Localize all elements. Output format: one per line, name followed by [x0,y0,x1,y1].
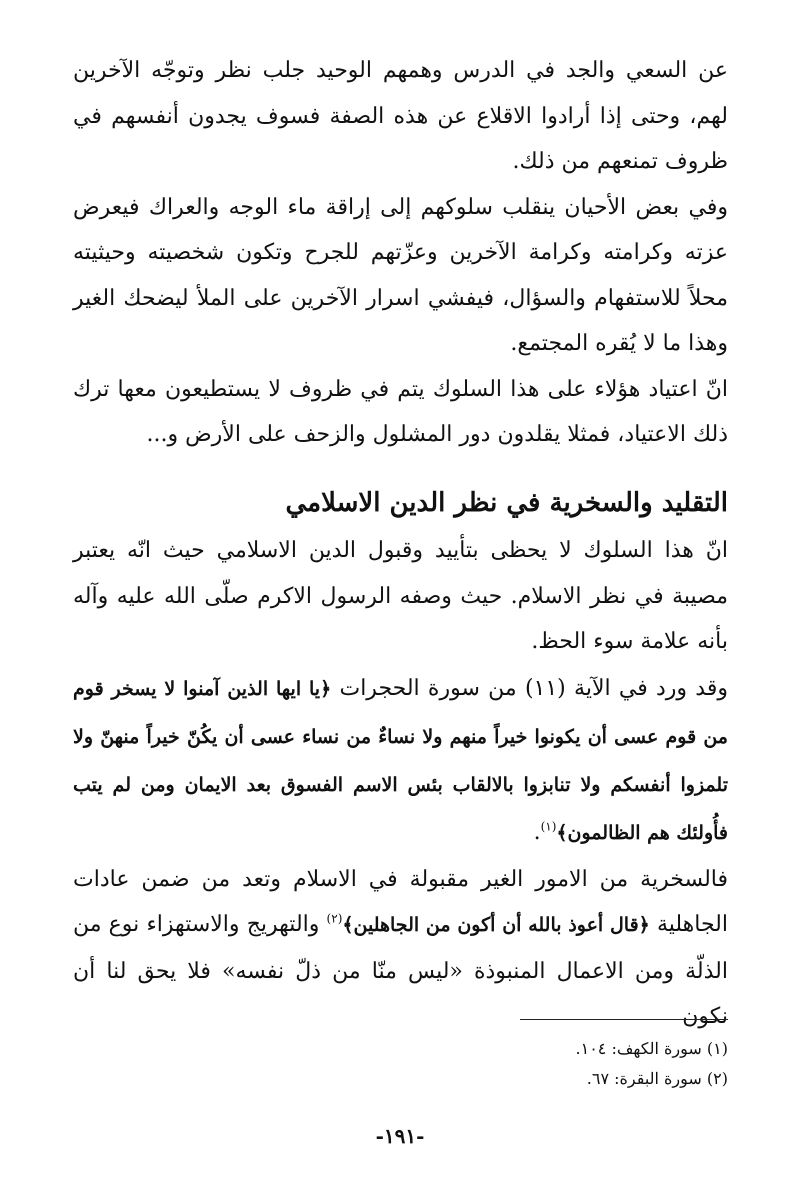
footnote-2: (٢) سورة البقرة: ٦٧. [586,1069,728,1088]
quran-quote-hujurat: ﴿يا ايها الذين آمنوا لا يسخر قوم من قوم عسى أن يكونوا خيراً منهم ولا نساءٌ من نساء عسى أن يكُنّ خيراً منهنّ ولا تلمزوا أنفسكم ولا تنابزوا بالالقاب بئس الاسم الفسوق بعد الايمان ومن لم يتب فأُولئك هم الظالمون﴾ [73,677,728,844]
paragraph-5-end: . [533,819,541,845]
paragraph-6-rest: والتهريج والاستهزاء نوع من الذلّة ومن الاعمال المنبوذة «ليس منّا من ذلّ نفسه» فلا يحق لنا أن نكون [73,912,728,1029]
body-text-bottom [73,528,728,1040]
paragraph-2: وفي بعض الأحيان ينقلب سلوكهم إلى إراقة ماء الوجه والعراك فيعرض عزته وكرامته وكرامة الآخرين وعزّتهم للجرح وتكون شخصيته وحيثيته محلاً للاستفهام والسؤال، فيفشي اسرار الآخرين على الملأ ليضحك الغير وهذا ما لا يُقره المجتمع. [73,194,728,356]
section-heading: التقليد والسخرية في نظر الدين الاسلامي [285,488,728,518]
paragraph-1: عن السعي والجد في الدرس وهمهم الوحيد جلب نظر وتوجّه الآخرين لهم، وحتى إذا أرادوا الاقلاع عن هذه الصفة فسوف يجدون أنفسهم في ظروف تمنعهم من ذلك. [73,58,728,174]
footnote-divider [520,1019,728,1020]
paragraph-3: انّ اعتياد هؤلاء على هذا السلوك يتم في ظروف لا يستطيعون معها ترك ذلك الاعتياد، فمثلا يقلدون دور المشلول والزحف على الأرض و... [73,376,728,447]
paragraph-4: انّ هذا السلوك لا يحظى بتأييد وقبول الدين الاسلامي حيث انّه يعتبر مصيبة في نظر الاسلام. حيث وصفه الرسول الاكرم صلّى الله عليه وآله بأنه علامة سوء الحظ. [73,538,728,654]
footnote-ref-2: (٢) [326,911,343,926]
paragraph-5-intro: وقد ورد في الآية (١١) من سورة الحجرات [331,675,728,701]
page-number: -١٩١- [375,1124,425,1148]
paragraph-5 [73,665,728,857]
paragraph-6 [73,857,728,1040]
quran-quote-baqara: ﴿قال أعوذ بالله أن أكون من الجاهلين﴾ [342,914,650,936]
paragraph-6-intro: فالسخرية من الامور الغير مقبولة في الاسلام وتعد من ضمن عادات الجاهلية [73,866,728,937]
footnotes [73,1034,728,1094]
footnote-ref-1: (١) [540,819,557,834]
body-text-top [73,48,728,458]
footnote-1: (١) سورة الكهف: ١٠٤. [575,1039,728,1058]
